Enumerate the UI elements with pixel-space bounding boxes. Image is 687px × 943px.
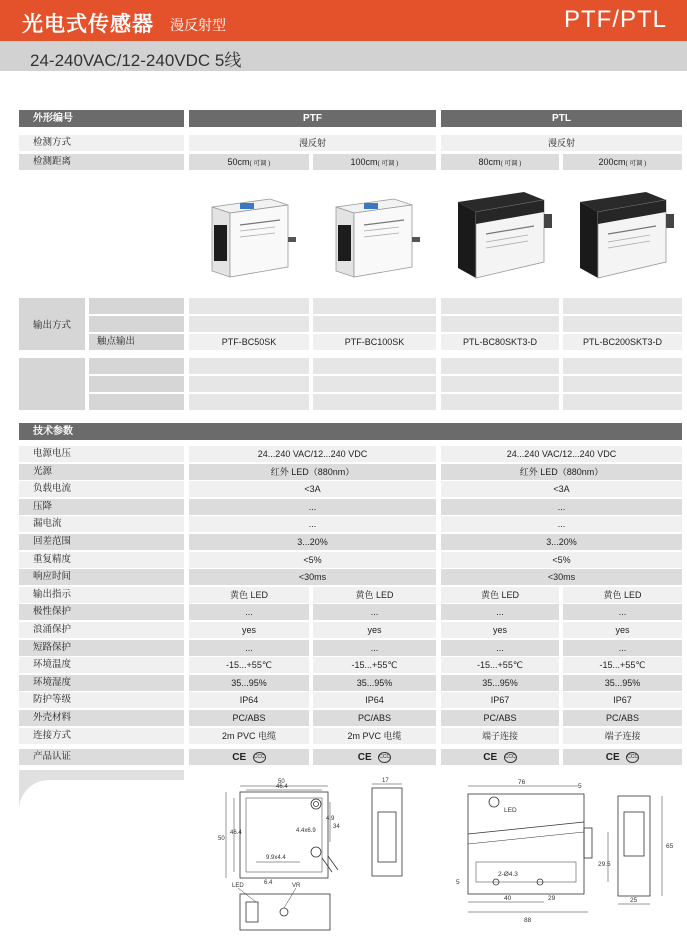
tech-row-value: yes [189,622,309,638]
tech-row-value: 黄色 LED [441,587,559,603]
blank-cell [89,376,184,392]
distance-cell: 100cm( 可调 ) [313,154,436,170]
product-image-ptl-bc200skt3-d [570,182,678,286]
output-blank-cell [563,298,682,314]
tech-row-value: PC/ABS [441,710,559,726]
model-number: PTL-BC80SKT3-D [441,334,559,350]
output-blank-cell [313,298,436,314]
dimension-label: 4.4x6.9 [296,828,316,834]
distance-cell: 50cm( 可调 ) [189,154,309,170]
spec-line: 24-240VAC/12-240VDC 5线 [30,51,242,70]
distance-label: 检测距离 [19,154,184,170]
blank-cell [89,358,184,374]
cert-cell [563,749,682,765]
blank-cell [189,394,309,410]
dimension-label: 5 [456,879,460,886]
tech-row-label: 短路保护 [19,640,184,656]
tech-row-value: 35...95% [313,675,436,691]
tech-row-value: IP67 [441,692,559,708]
page-title: 光电式传感器 [22,13,154,36]
tech-row-value: 35...95% [441,675,559,691]
ccc-mark-icon: CCC [378,752,391,763]
tech-row-label: 重复精度 [19,552,184,568]
ce-mark-icon: CE [483,752,498,763]
page-subtitle: 漫反射型 [170,17,226,33]
tech-row-value-ptf: <3A [189,481,436,497]
dimension-label: 34 [333,824,340,830]
blank-label-cell [19,358,85,410]
dimension-drawing-ptl [448,772,682,938]
tech-row-value: IP64 [189,692,309,708]
blank-cell [189,376,309,392]
tech-row-value: yes [441,622,559,638]
tech-row-value: 2m PVC 电缆 [313,728,436,744]
ce-mark-icon: CE [232,752,247,763]
output-blank-cell [441,298,559,314]
blank-cell [89,394,184,410]
output-blank-cell [89,316,184,332]
tech-row-label: 连接方式 [19,728,184,744]
tech-row-value: -15...+55℃ [313,657,436,673]
tech-section-header: 技术参数 [19,423,682,440]
tech-row-value: IP64 [313,692,436,708]
blank-cell [313,376,436,392]
page-header [0,0,687,41]
cert-label: 产品认证 [19,749,184,765]
dimension-label: 40 [504,895,512,902]
detect-method-ptl: 漫反射 [441,135,682,151]
tech-row-value-ptl: <3A [441,481,682,497]
ccc-mark-icon: CCC [253,752,266,763]
tech-row-value-ptf: <5% [189,552,436,568]
tech-row-value: yes [313,622,436,638]
dimension-label: 46.4 [230,830,242,836]
tech-row-value: PC/ABS [189,710,309,726]
tech-row-value-ptf: <30ms [189,569,436,585]
output-blank-cell [563,316,682,332]
output-label: 输出方式 [33,320,72,331]
detect-method-label: 检测方式 [19,135,184,151]
table-header-label: 外形编号 [19,110,184,127]
dimension-label: 4.9 [326,816,335,822]
tech-row-value-ptl: 红外 LED（880nm） [441,464,682,480]
tech-row-value-ptl: <30ms [441,569,682,585]
dimension-drawing-ptf [200,772,432,938]
blank-cell [563,358,682,374]
blank-cell [563,394,682,410]
tech-row-value: -15...+55℃ [563,657,682,673]
tech-row-label: 环境温度 [19,657,184,673]
model-number: PTF-BC100SK [313,334,436,350]
dimension-label: 5 [578,783,582,790]
dimension-label: 88 [524,917,532,924]
ccc-mark-icon: CCC [504,752,517,763]
dimension-label: 17 [382,778,389,784]
model-name: PTF/PTL [563,6,667,33]
tech-row-value: -15...+55℃ [189,657,309,673]
tech-row-value: PC/ABS [563,710,682,726]
output-blank-cell [189,298,309,314]
product-image-ptf-bc50sk [200,185,300,285]
tech-row-value: 黄色 LED [189,587,309,603]
dimension-label: 76 [518,779,526,786]
tech-row-value: 35...95% [189,675,309,691]
output-blank-cell [441,316,559,332]
cert-cell [441,749,559,765]
output-blank-cell [189,316,309,332]
ce-mark-icon: CE [605,752,620,763]
tech-row-value: ... [563,604,682,620]
product-image-ptf-bc100sk [324,185,424,285]
tech-row-label: 防护等级 [19,692,184,708]
tech-row-label: 光源 [19,464,184,480]
model-number: PTL-BC200SKT3-D [563,334,682,350]
tech-row-label: 浪涌保护 [19,622,184,638]
tech-row-value: ... [441,640,559,656]
tech-row-value: ... [313,640,436,656]
tech-row-value-ptl: ... [441,499,682,515]
blank-cell [441,376,559,392]
tech-row-value-ptf: 红外 LED（880nm） [189,464,436,480]
tech-row-value-ptl: <5% [441,552,682,568]
model-number: PTF-BC50SK [189,334,309,350]
dimension-label: 50 [218,836,225,842]
tech-row-label: 外壳材料 [19,710,184,726]
blank-cell [189,358,309,374]
dimension-label: 25 [630,897,638,904]
tech-row-value: ... [313,604,436,620]
product-image-ptl-bc80skt3-d [448,182,556,286]
group-header-ptf: PTF [189,110,436,127]
tech-row-value: 黄色 LED [563,587,682,603]
ccc-mark-icon: CCC [626,752,639,763]
spec-banner [0,41,687,71]
dimension-label: 2-Ø4.3 [498,871,518,878]
blank-cell [563,376,682,392]
tech-row-value-ptf: ... [189,499,436,515]
tech-row-label: 压降 [19,499,184,515]
dimension-label: 9.9x4.4 [266,855,286,861]
tech-row-value-ptf: 24...240 VAC/12...240 VDC [189,446,436,462]
drawing-label-panel-inner [19,780,184,938]
output-blank-cell [313,316,436,332]
dimension-label: 65 [666,843,674,850]
tech-row-label: 漏电流 [19,516,184,532]
tech-row-label: 极性保护 [19,604,184,620]
led-label: LED [232,883,244,889]
tech-row-value: PC/ABS [313,710,436,726]
tech-row-label: 电源电压 [19,446,184,462]
contact-output-label: 触点输出 [89,334,184,350]
tech-row-value: 35...95% [563,675,682,691]
tech-row-value: 2m PVC 电缆 [189,728,309,744]
cert-cell [189,749,309,765]
tech-row-value-ptl: 24...240 VAC/12...240 VDC [441,446,682,462]
tech-row-value: ... [441,604,559,620]
tech-row-value: 端子连接 [563,728,682,744]
tech-row-value: ... [189,604,309,620]
output-blank-cell [89,298,184,314]
blank-cell [441,358,559,374]
blank-cell [313,394,436,410]
tech-row-value-ptl: 3...20% [441,534,682,550]
tech-row-value-ptf: 3...20% [189,534,436,550]
ce-mark-icon: CE [357,752,372,763]
distance-cell: 200cm( 可调 ) [563,154,682,170]
distance-cell: 80cm( 可调 ) [441,154,559,170]
tech-row-label: 负载电流 [19,481,184,497]
tech-row-value-ptl: ... [441,516,682,532]
tech-row-value: yes [563,622,682,638]
detect-method-ptf: 漫反射 [189,135,436,151]
dimension-label: 29.5 [598,861,611,868]
blank-cell [441,394,559,410]
tech-row-value: ... [189,640,309,656]
tech-row-value: 端子连接 [441,728,559,744]
dimension-label: 29 [548,895,556,902]
tech-row-value-ptf: ... [189,516,436,532]
tech-row-value: -15...+55℃ [441,657,559,673]
group-header-ptl: PTL [441,110,682,127]
dimension-label: 50 [278,779,285,785]
blank-cell [313,358,436,374]
tech-row-label: 响应时间 [19,569,184,585]
vr-label: VR [292,883,301,889]
dimension-label: 46.4 [276,784,288,790]
tech-row-value: ... [563,640,682,656]
drawing-label-panel [19,770,184,938]
dimension-label: 6.4 [264,880,273,886]
tech-row-label: 环境湿度 [19,675,184,691]
tech-row-value: IP67 [563,692,682,708]
cert-cell [313,749,436,765]
led-label: LED [504,807,517,814]
tech-row-label: 回差范围 [19,534,184,550]
tech-row-label: 输出指示 [19,587,184,603]
tech-row-value: 黄色 LED [313,587,436,603]
